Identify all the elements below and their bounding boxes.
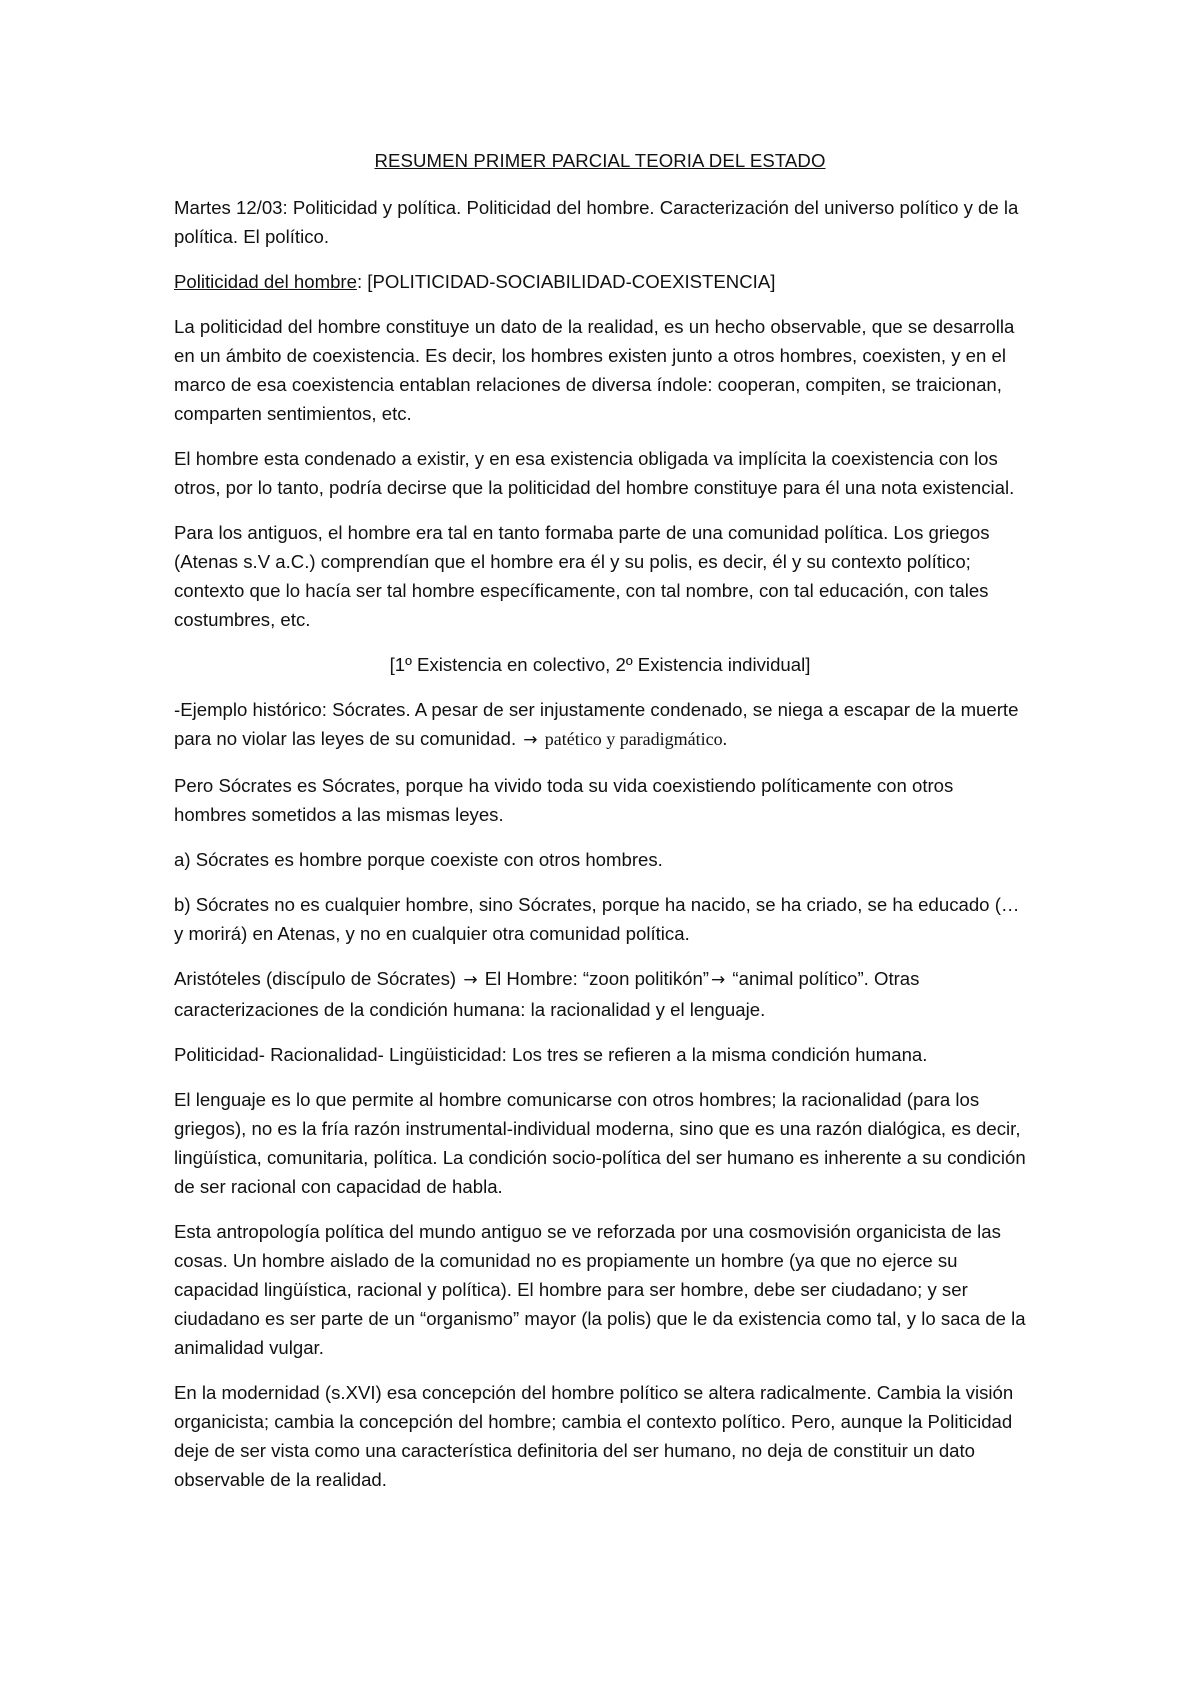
aristoteles-text-c: “animal político”. Otras caracterizaciones de la condición humana: la racionalidad y el lenguaje. [174,968,920,1020]
paragraph-socrates-es-socrates: Pero Sócrates es Sócrates, porque ha vivido toda su vida coexistiendo políticamente con otros hombres sometidos a las mismas leyes. [174,775,954,825]
section-heading-tag: : [POLITICIDAD-SOCIABILIDAD-COEXISTENCIA] [356,271,776,292]
paragraph-politicidad: La politicidad del hombre constituye un dato de la realidad, es un hecho observable, que se desarrolla en un ámbito de coexistencia. Es decir, los hombres existen junto a otros hombres, coexisten, y en el marco de esa coexistencia entablan relaciones de diversa índole: cooperan, compiten, se traicionan, comparten sentimientos, etc. [174,316,1015,424]
session-heading: Martes 12/03: Politicidad y política. Politicidad del hombre. Caracterización del universo político y de la política. El político. [174,197,1019,247]
paragraph-modernidad: En la modernidad (s.XVI) esa concepción del hombre político se altera radicalmente. Cambia la visión organicista; cambia la concepción del hombre; cambia el contexto político. Pero, aunque la Politicidad deje de ser vista como una característica definitoria del ser humano, no deja de constituir un dato observable de la realidad. [174,1382,1014,1490]
section-heading-label: Politicidad del hombre [174,271,357,292]
arrow-right-icon: → [463,970,478,990]
ejemplo-text: -Ejemplo histórico: Sócrates. A pesar de ser injustamente condenado, se niega a escapar de la muerte para no violar las leyes de su comunidad. [174,699,1019,749]
aristoteles-text-b: El Hombre: “zoon politikón” [484,968,709,989]
list-item-a: a) Sócrates es hombre porque coexiste con otros hombres. [174,849,663,870]
arrow-right-icon: → [711,970,726,990]
paragraph-aristoteles [174,964,1026,1024]
document-page [174,146,1026,1510]
paragraph-ejemplo-socrates [174,695,1026,755]
paragraph-condicion-humana: Politicidad- Racionalidad- Lingüisticidad: Los tres se refieren a la misma condición humana. [174,1044,928,1065]
list-item-b: b) Sócrates no es cualquier hombre, sino Sócrates, porque ha nacido, se ha criado, se ha educado (… y morirá) en Atenas, y no en cualquier otra comunidad política. [174,894,1020,944]
arrow-right-icon: → [523,730,538,750]
section-heading [174,267,1026,296]
paragraph-antropologia: Esta antropología política del mundo antiguo se ve reforzada por una cosmovisión organicista de las cosas. Un hombre aislado de la comunidad no es propiamente un hombre (ya que no ejerce su capacidad lingüística, racional y política). El hombre para ser hombre, debe ser ciudadano; y ser ciudadano es ser parte de un “organismo” mayor (la polis) que le da existencia como tal, y lo saca de la animalidad vulgar. [174,1221,1026,1358]
paragraph-lenguaje: El lenguaje es lo que permite al hombre comunicarse con otros hombres; la racionalidad (para los griegos), no es la fría razón instrumental-individual moderna, sino que es una razón dialógica, es decir, lingüística, comunitaria, política. La condición socio-política del ser humano es inherente a su condición de ser racional con capacidad de habla. [174,1089,1026,1197]
paragraph-existencia-orden: [1º Existencia en colectivo, 2º Existencia individual] [389,654,811,675]
paragraph-antiguos: Para los antiguos, el hombre era tal en tanto formaba parte de una comunidad política. Los griegos (Atenas s.V a.C.) comprendían que el hombre era él y su polis, es decir, él y su contexto político; contexto que lo hacía ser tal hombre específicamente, con tal nombre, con tal educación, con tales costumbres, etc. [174,522,990,630]
aristoteles-text-a: Aristóteles (discípulo de Sócrates) [174,968,457,989]
ejemplo-emphasis: patético y paradigmático. [544,729,728,749]
page-title: RESUMEN PRIMER PARCIAL TEORIA DEL ESTADO [374,150,826,171]
paragraph-existencia: El hombre esta condenado a existir, y en esa existencia obligada va implícita la coexistencia con los otros, por lo tanto, podría decirse que la politicidad del hombre constituye para él una nota existencial. [174,448,1015,498]
